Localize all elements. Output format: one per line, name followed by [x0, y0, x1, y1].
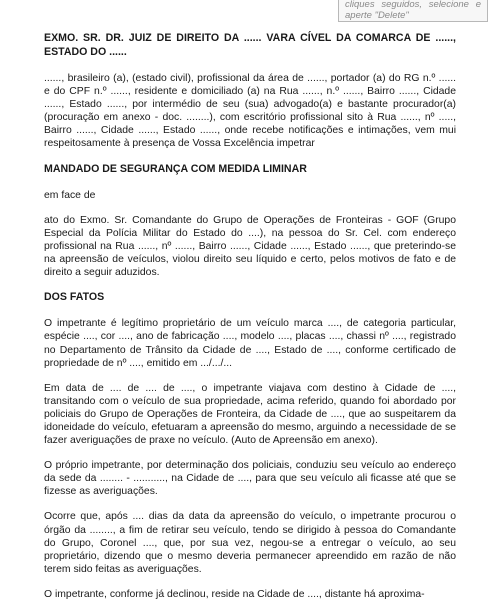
- facts-paragraph: Em data de .... de .... de ...., o impetrante viajava com destino à Cidade de ...., transitando com o veículo de sua propriedade, acima referido, quando foi abordado por policiais do Grupo de Operações de Fronteira, da Cidade de ...., que ao suspeitarem da idoneidade do veículo, efetuaram a apreensão do mesmo, arguindo a necessidade de se fazer averiguações de praxe no veículo. (Auto de Apreensão em anexo).: [44, 382, 456, 447]
- qualification-paragraph: ......, brasileiro (a), (estado civil), profissional da área de ......, portador (a) do RG n.º ...... e do CPF n.º ......, residente e domiciliado (a) na Rua ......, n.º ......, Bairro ......, Cidade ......, Estado ......, por intermédio de seu (sua) advogado(a) e bastante procurador(a) (procuração em anexo - doc. ........), com escritório profissional sito à Rua ......, nº ....., Bairro ......, Cidade ......, Estado ......, onde recebe notificações e intimações, vem mui respeitosamente à presença de Vossa Excelência impetrar: [44, 73, 456, 150]
- facts-paragraph: Ocorre que, após .... dias da data da apreensão do veículo, o impetrante procurou o órgão da ........, a fim de retirar seu veículo, tendo se dirigido à pessoa do Comandante do Grupo, Coronel ...., que, por sua vez, negou-se a entregar o veículo, ao seu proprietário, dizendo que o mesmo deveria permanecer apreendido em razão de não terem sido feitas as averiguações.: [44, 511, 456, 575]
- action-title: MANDADO DE SEGURANÇA COM MEDIDA LIMINAR: [44, 162, 307, 175]
- facts-paragraph: O próprio impetrante, por determinação dos policiais, conduziu seu veículo ao endereço da sede da ........ - ..........., na Cidade de ...., para que seu veículo ali ficasse até que se fizesse as averiguações.: [44, 460, 456, 498]
- document-body: [44, 31, 456, 613]
- hint-line-2: aperte "Delete": [345, 9, 409, 21]
- hint-box: [338, 0, 488, 22]
- against-paragraph: em face de: [44, 189, 96, 201]
- hint-line-1: cliques seguidos, selecione e: [345, 0, 481, 10]
- document-heading: EXMO. SR. DR. JUIZ DE DIREITO DA ...... VARA CÍVEL DA COMARCA DE ......, ESTADO DO ......: [44, 32, 456, 58]
- respondent-paragraph: ato do Exmo. Sr. Comandante do Grupo de Operações de Fronteiras - GOF (Grupo Especial da Polícia Militar do Estado do ....), na pessoa do Sr. Cel. com endereço profissional na Rua ......, nº ......, Bairro ......, Cidade ......, Estado ......, que preterindo-se na apreensão de veículos, violou direito seu líquido e certo, pelos motivos de fato e de direito a seguir aduzidos.: [44, 214, 456, 279]
- facts-paragraph: O impetrante, conforme já declinou, reside na Cidade de ...., distante há aproxima-: [44, 588, 425, 600]
- facts-paragraph: O impetrante é legítimo proprietário de um veículo marca ...., de categoria particular, espécie ...., cor ...., ano de fabricação ...., modelo ...., placas ...., chassi nº ...., registrado no Departamento de Trânsito da Cidade de ...., Estado de ...., conforme certificado de propriedade de nº ...., emitido em .../.../...: [44, 318, 456, 369]
- facts-title: DOS FATOS: [44, 291, 105, 304]
